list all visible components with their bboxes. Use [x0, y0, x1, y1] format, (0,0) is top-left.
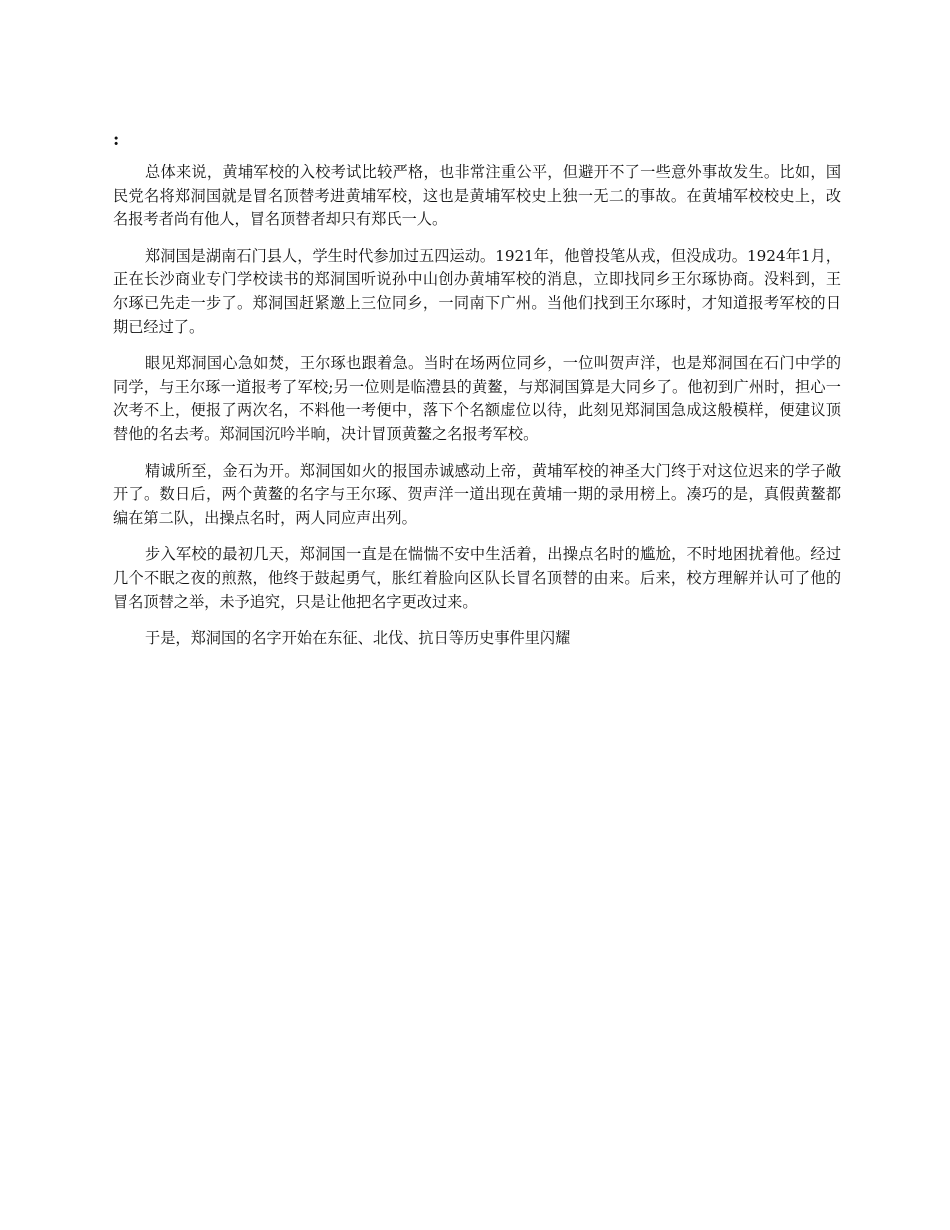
paragraph-1: 总体来说，黄埔军校的入校考试比较严格，也非常注重公平，但避开不了一些意外事故发生。比如，国民党名将郑洞国就是冒名顶替考进黄埔军校，这也是黄埔军校史上独一无二的事故。在黄埔军校校史上，改名报考者尚有他人，冒名顶替者却只有郑氏一人。 — [113, 163, 841, 229]
paragraph-3: 眼见郑洞国心急如焚，王尔琢也跟着急。当时在场两位同乡，一位叫贺声洋，也是郑洞国在石门中学的同学，与王尔琢一道报考了军校;另一位则是临澧县的黄鳌，与郑洞国算是大同乡了。他初到广州时，担心一次考不上，便报了两次名，不料他一考便中，落下个名额虚位以待，此刻见郑洞国急成这般模样，便建议顶替他的名去考。郑洞国沉吟半晌，决计冒顶黄鳌之名报考军校。 — [113, 354, 841, 443]
paragraph-2: 郑洞国是湖南石门县人，学生时代参加过五四运动。1921年，他曾投笔从戎，但没成功。1924年1月，正在长沙商业专门学校读书的郑洞国听说孙中山创办黄埔军校的消息，立即找同乡王尔琢协商。没料到，王尔琢已先走一步了。郑洞国赶紧邀上三位同乡，一同南下广州。当他们找到王尔琢时，才知道报考军校的日期已经过了。 — [113, 246, 841, 336]
paragraph-6: 于是，郑洞国的名字开始在东征、北伐、抗日等历史事件里闪耀 — [145, 629, 571, 648]
document-page — [113, 128, 841, 664]
document-heading: : — [113, 130, 120, 150]
paragraph-4: 精诚所至，金石为开。郑洞国如火的报国赤诚感动上帝，黄埔军校的神圣大门终于对这位迟来的学子敞开了。数日后，两个黄鳌的名字与王尔琢、贺声洋一道出现在黄埔一期的录用榜上。凑巧的是，真假黄鳌都编在第二队，出操点名时，两人同应声出列。 — [113, 461, 841, 527]
paragraph-5: 步入军校的最初几天，郑洞国一直是在惴惴不安中生活着，出操点名时的尴尬，不时地困扰着他。经过几个不眠之夜的煎熬，他终于鼓起勇气，胀红着脸向区队长冒名顶替的由来。后来，校方理解并认可了他的冒名顶替之举，未予追究，只是让他把名字更改过来。 — [113, 545, 841, 611]
